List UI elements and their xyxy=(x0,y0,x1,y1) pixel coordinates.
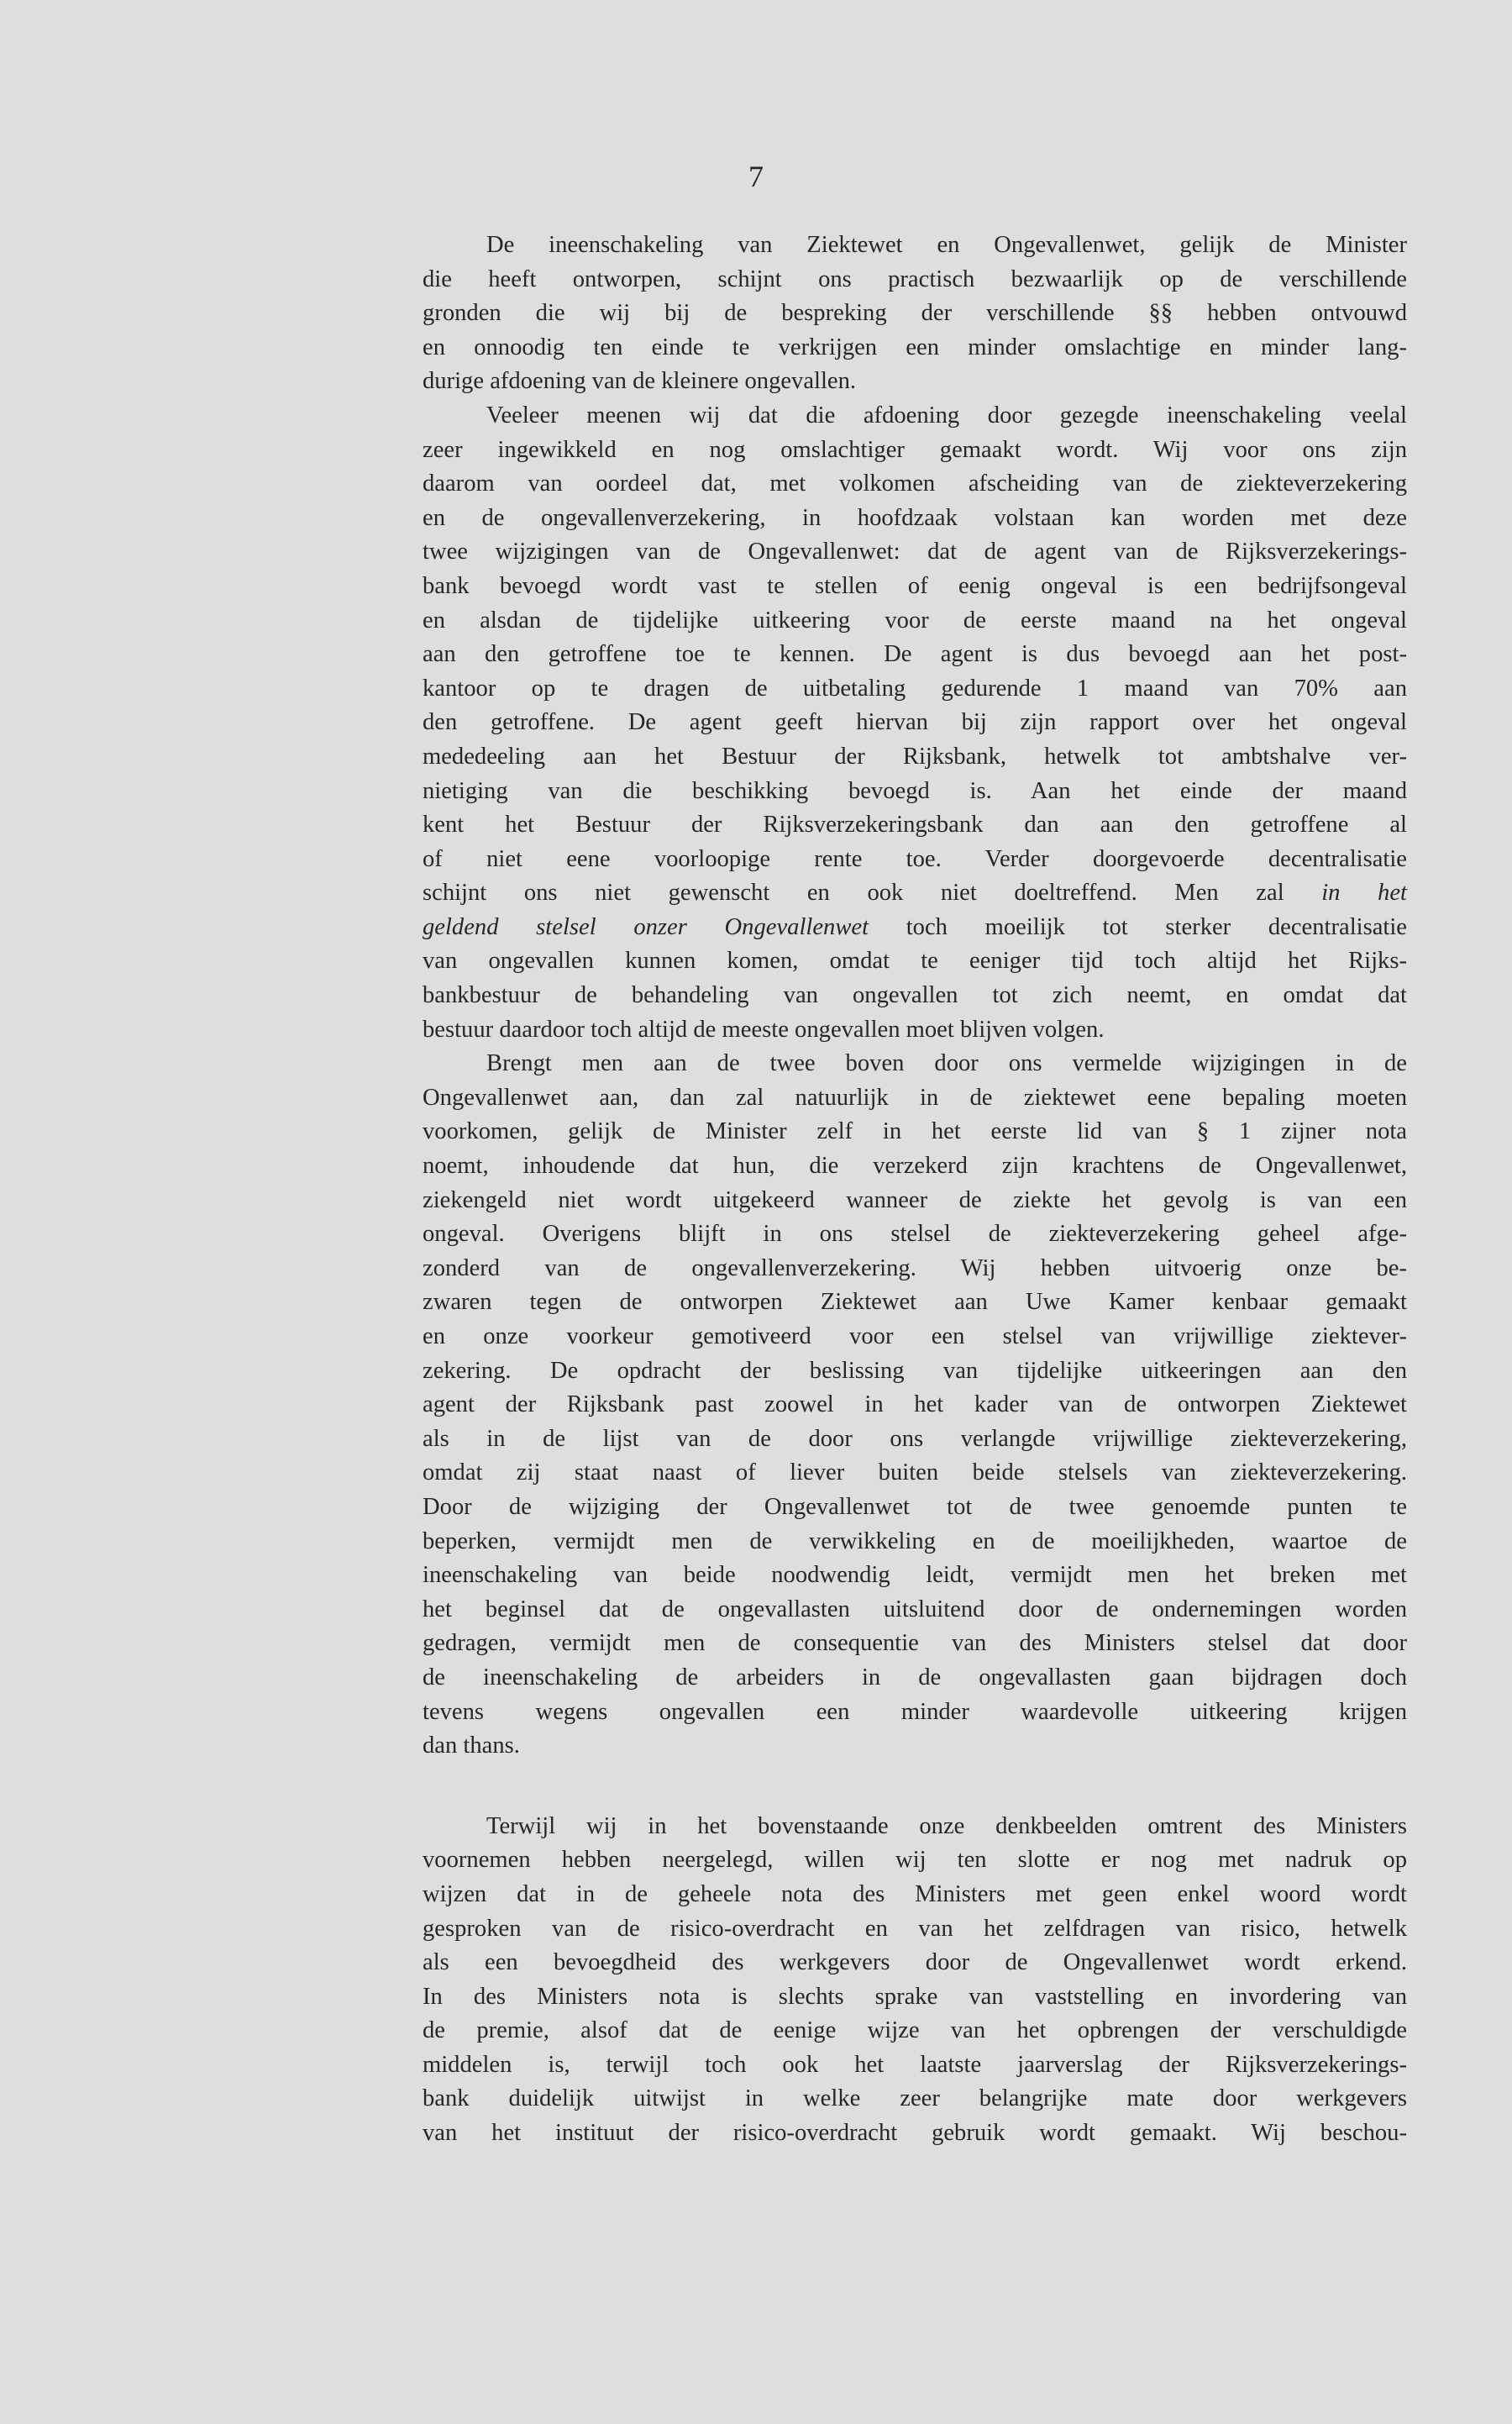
text-line: kantoor op te dragen de uitbetaling gedurende 1 maand van 70% aan xyxy=(423,675,1407,702)
text-line: of niet eene voorloopige rente toe. Verder doorgevoerde decentralisatie xyxy=(423,845,1407,872)
text-line: zeer ingewikkeld en nog omslachtiger gemaakt wordt. Wij voor ons zijn xyxy=(423,436,1407,463)
text-line: zwaren tegen de ontworpen Ziektewet aan Uwe Kamer kenbaar gemaakt xyxy=(423,1289,1407,1316)
page-number: 7 xyxy=(748,160,764,193)
text-line: Brengt men aan de twee boven door ons vermelde wijzigingen in de xyxy=(486,1050,1407,1077)
text-line: ongeval. Overigens blijft in ons stelsel de ziekteverzekering geheel afge- xyxy=(423,1221,1407,1248)
text-line: tevens wegens ongevallen een minder waardevolle uitkeering krijgen xyxy=(423,1698,1407,1725)
text-segment: toch moeilijk tot sterker decentralisatie xyxy=(869,913,1407,940)
italic-phrase: in het xyxy=(1321,880,1407,907)
italic-phrase: geldend stelsel onzer Ongevallenwet xyxy=(423,913,869,940)
text-line xyxy=(423,876,1407,911)
text-line: gedragen, vermijdt men de consequentie van des Ministers stelsel dat door xyxy=(423,1630,1407,1657)
text-line: omdat zij staat naast of liever buiten beide stelsels van ziekteverzekering. xyxy=(423,1459,1407,1486)
text-line: middelen is, terwijl toch ook het laatste jaarverslag der Rijksverzekerings- xyxy=(423,2051,1407,2078)
text-line: als een bevoegdheid des werkgevers door de Ongevallenwet wordt erkend. xyxy=(423,1949,1407,1976)
text-line: dan thans. xyxy=(423,1733,520,1759)
text-line: bank duidelijk uitwijst in welke zeer belangrijke mate door werkgevers xyxy=(423,2085,1407,2112)
text-line: twee wijzigingen van de Ongevallenwet: dat de agent van de Rijksverzekerings- xyxy=(423,539,1407,565)
text-line: voorkomen, gelijk de Minister zelf in het eerste lid van § 1 zijner nota xyxy=(423,1118,1407,1145)
text-line: het beginsel dat de ongevallasten uitsluitend door de ondernemingen worden xyxy=(423,1596,1407,1622)
text-line: kent het Bestuur der Rijksverzekeringsbank dan aan den getroffene al xyxy=(423,812,1407,839)
text-line: den getroffene. De agent geeft hiervan bij zijn rapport over het ongeval xyxy=(423,709,1407,736)
text-line: die heeft ontworpen, schijnt ons practisch bezwaarlijk op de verschillende xyxy=(423,266,1407,292)
text-line: zekering. De opdracht der beslissing van tijdelijke uitkeeringen aan den xyxy=(423,1357,1407,1384)
text-line: de premie, alsof dat de eenige wijze van het opbrengen der verschuldigde xyxy=(423,2017,1407,2044)
text-line: beperken, vermijdt men de verwikkeling en de moeilijkheden, waartoe de xyxy=(423,1527,1407,1554)
text-line: Door de wijziging der Ongevallenwet tot de twee genoemde punten te xyxy=(423,1493,1407,1520)
text-line: bank bevoegd wordt vast te stellen of eenig ongeval is een bedrijfsongeval xyxy=(423,572,1407,599)
text-line: Terwijl wij in het bovenstaande onze denkbeelden omtrent des Ministers xyxy=(486,1812,1407,1839)
text-line: In des Ministers nota is slechts sprake van vaststelling en invordering van xyxy=(423,1983,1407,2010)
text-segment: schijnt ons niet gewenscht en ook niet doeltreffend. Men zal xyxy=(423,880,1284,907)
text-line: daarom van oordeel dat, met volkomen afscheiding van de ziekteverzekering xyxy=(423,471,1407,497)
text-line: Veeleer meenen wij dat die afdoening door gezegde ineenschakeling veelal xyxy=(486,402,1407,429)
text-line: wijzen dat in de geheele nota des Ministers met geen enkel woord wordt xyxy=(423,1880,1407,1907)
text-line: zonderd van de ongevallenverzekering. Wij hebben uitvoerig onze be- xyxy=(423,1254,1407,1281)
body-text xyxy=(423,229,1407,2151)
text-line: durige afdoening van de kleinere ongevallen. xyxy=(423,368,857,395)
text-line: ineenschakeling van beide noodwendig leidt, vermijdt men het breken met xyxy=(423,1562,1407,1589)
text-line: nietiging van die beschikking bevoegd is. Aan het einde der maand xyxy=(423,777,1407,804)
text-line: de ineenschakeling de arbeiders in de ongevallasten gaan bijdragen doch xyxy=(423,1664,1407,1690)
text-line xyxy=(423,911,1407,945)
text-line: ziekengeld niet wordt uitgekeerd wanneer de ziekte het gevolg is van een xyxy=(423,1186,1407,1213)
text-line: van het instituut der risico-overdracht gebruik wordt gemaakt. Wij beschou- xyxy=(423,2120,1407,2147)
text-line: bankbestuur de behandeling van ongevallen tot zich neemt, en omdat dat xyxy=(423,982,1407,1009)
text-line: als in de lijst van de door ons verlangde vrijwillige ziekteverzekering, xyxy=(423,1425,1407,1452)
text-line: en onze voorkeur gemotiveerd voor een stelsel van vrijwillige ziektever- xyxy=(423,1323,1407,1349)
text-line: gronden die wij bij de bespreking der verschillende §§ hebben ontvouwd xyxy=(423,300,1407,327)
text-line: aan den getroffene toe te kennen. De agent is dus bevoegd aan het post- xyxy=(423,641,1407,668)
paragraph-2 xyxy=(423,399,1407,1047)
text-line: en de ongevallenverzekering, in hoofdzaak volstaan kan worden met deze xyxy=(423,504,1407,531)
paragraph-1 xyxy=(423,229,1407,399)
text-line: noemt, inhoudende dat hun, die verzekerd zijn krachtens de Ongevallenwet, xyxy=(423,1153,1407,1180)
text-line: agent der Rijksbank past zoowel in het kader van de ontworpen Ziektewet xyxy=(423,1391,1407,1418)
text-line: mededeeling aan het Bestuur der Rijksbank, hetwelk tot ambtshalve ver- xyxy=(423,743,1407,770)
text-line: en onnoodig ten einde te verkrijgen een minder omslachtige en minder lang- xyxy=(423,334,1407,360)
paragraph-3 xyxy=(423,1047,1407,1763)
paragraph-spacer xyxy=(423,1764,1407,1810)
text-line: De ineenschakeling van Ziektewet en Ongevallenwet, gelijk de Minister xyxy=(486,232,1407,258)
text-line: bestuur daardoor toch altijd de meeste ongevallen moet blijven volgen. xyxy=(423,1016,1105,1043)
text-line: voornemen hebben neergelegd, willen wij ten slotte er nog met nadruk op xyxy=(423,1847,1407,1874)
paragraph-4 xyxy=(423,1810,1407,2151)
text-line: gesproken van de risico-overdracht en van het zelfdragen van risico, hetwelk xyxy=(423,1915,1407,1942)
text-line: van ongevallen kunnen komen, omdat te eeniger tijd toch altijd het Rijks- xyxy=(423,948,1407,975)
text-line: en alsdan de tijdelijke uitkeering voor de eerste maand na het ongeval xyxy=(423,607,1407,634)
text-line: Ongevallenwet aan, dan zal natuurlijk in de ziektewet eene bepaling moeten xyxy=(423,1084,1407,1111)
